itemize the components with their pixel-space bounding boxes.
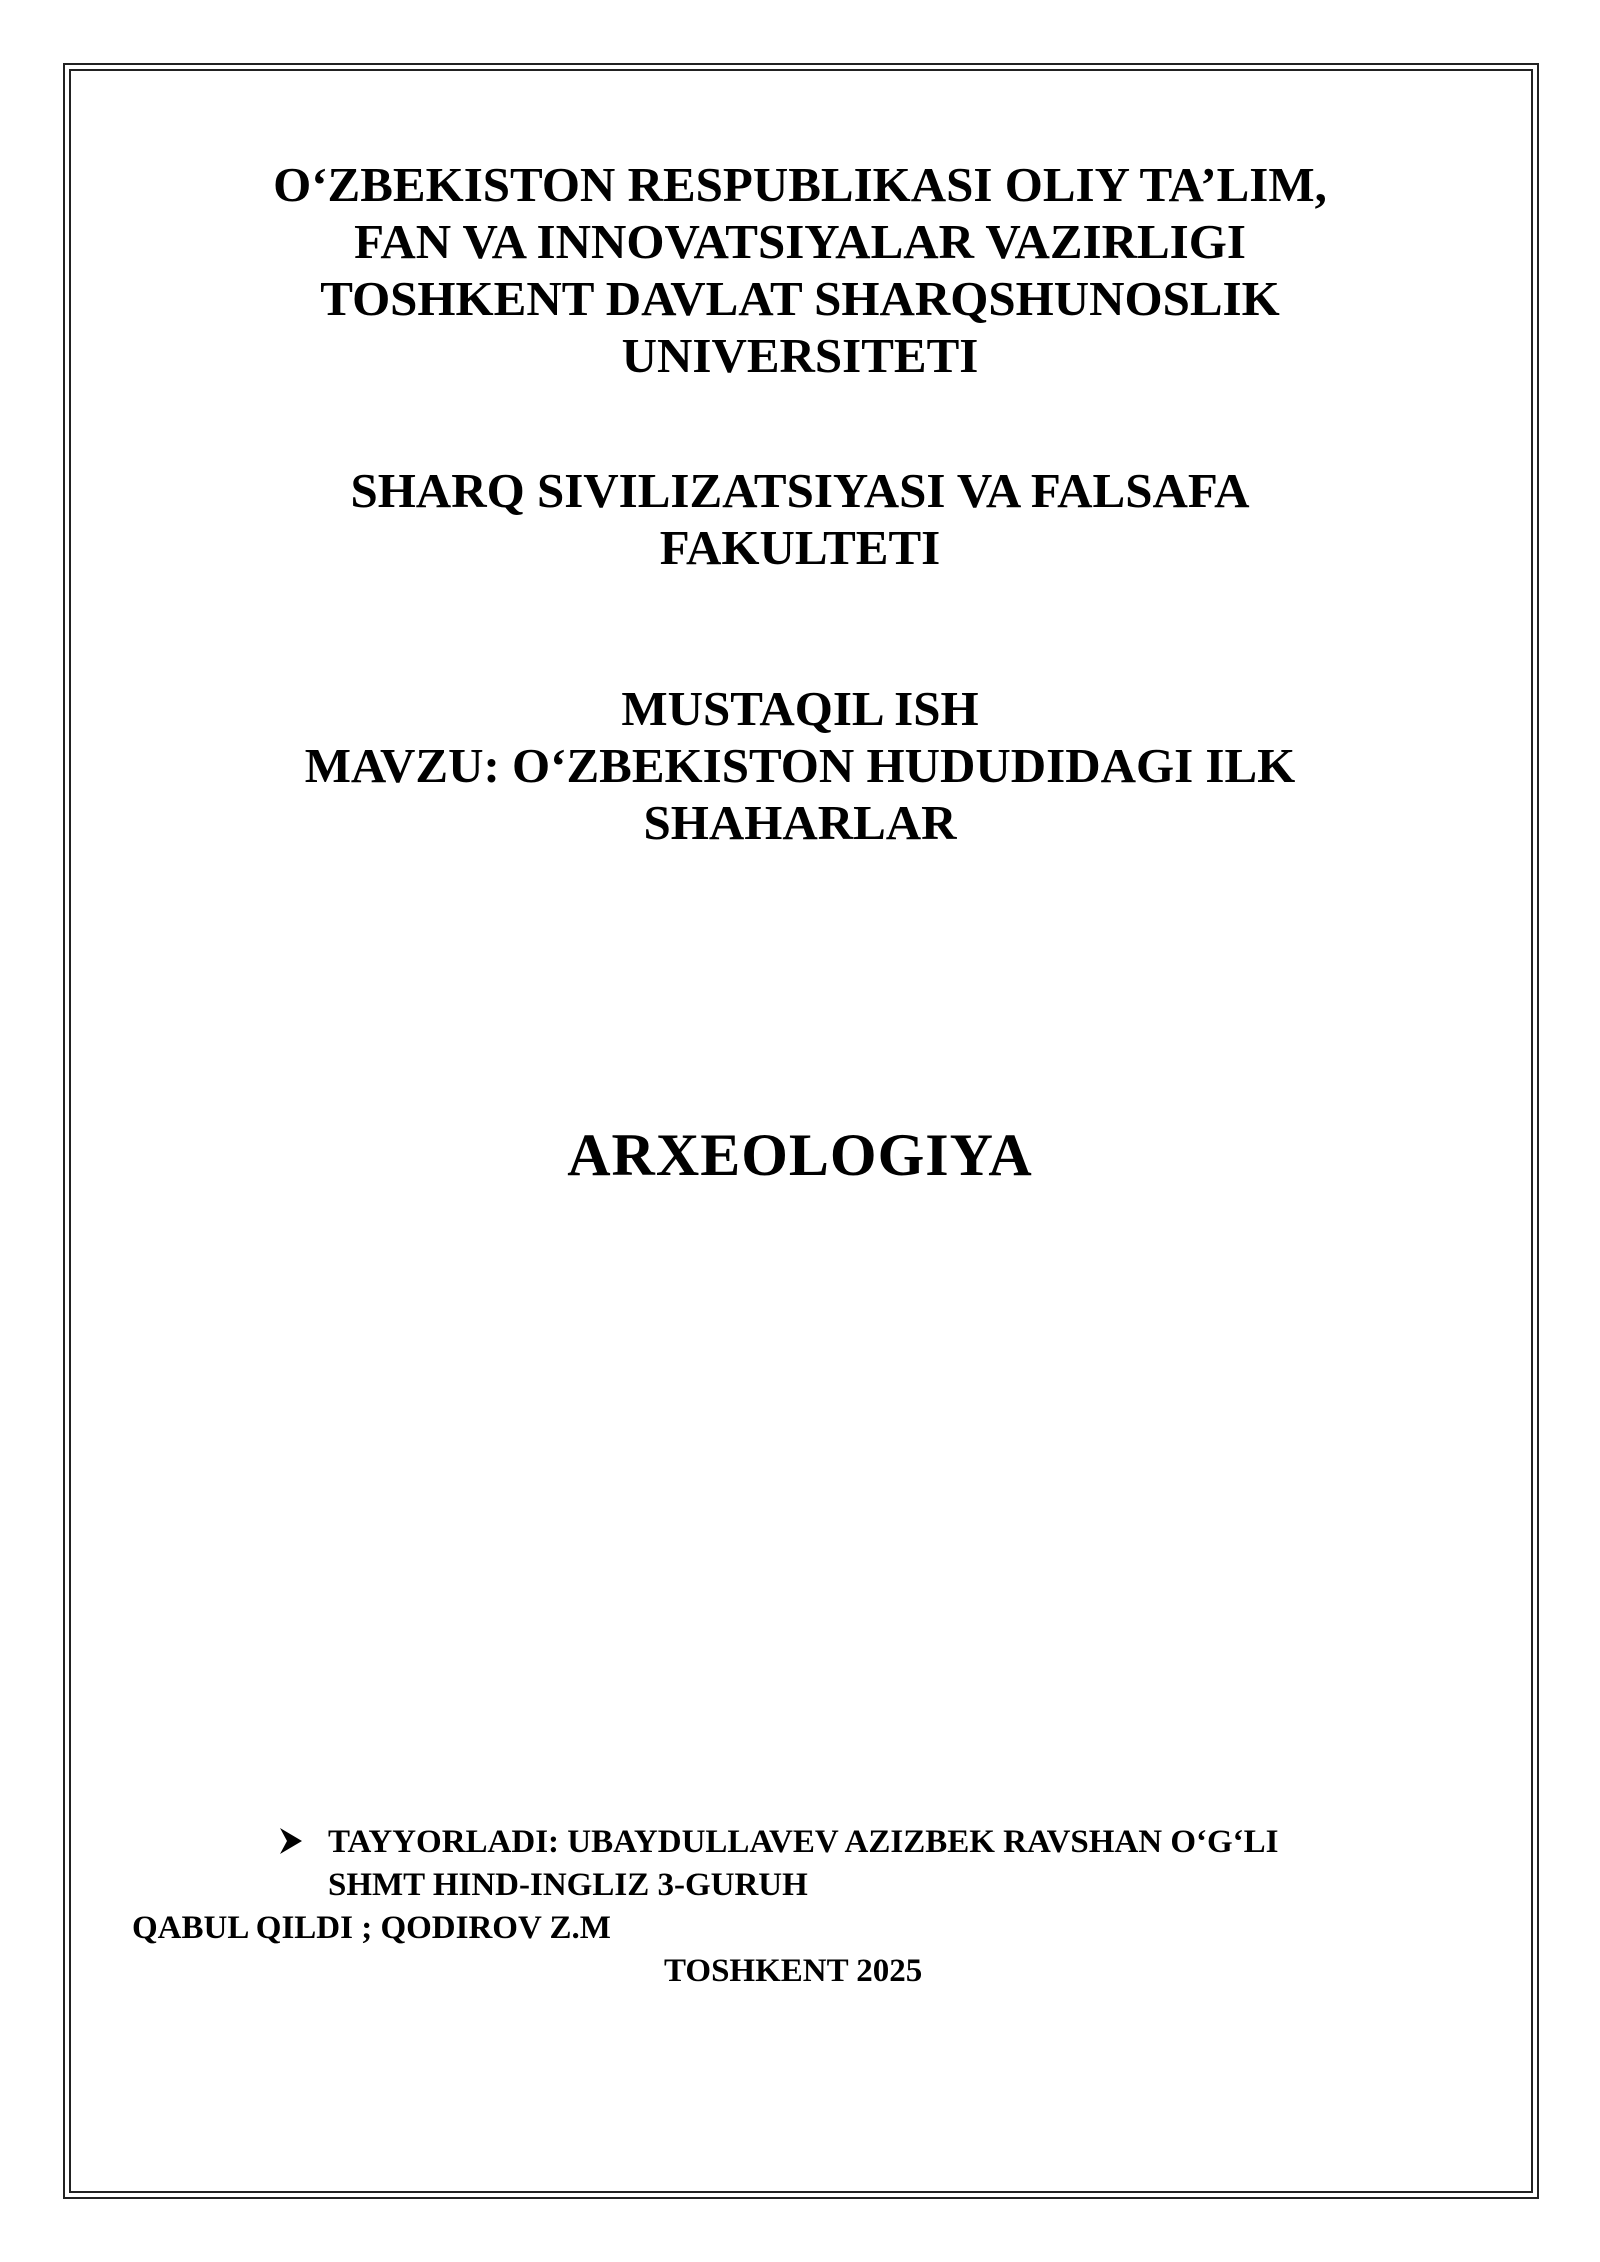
work-type: MUSTAQIL ISH [621, 681, 979, 736]
subject-title: ARXEOLOGIYA [567, 1122, 1033, 1188]
ministry-line-3: TOSHKENT DAVLAT SHARQSHUNOSLIK [320, 271, 1280, 326]
ministry-heading [0, 156, 1600, 384]
work-heading [0, 680, 1600, 851]
city-year-line: TOSHKENT 2025 [664, 1953, 923, 1989]
prepared-by-line: TAYYORLADI: UBAYDULLAVEV AZIZBEK RAVSHAN O‘G‘LI [328, 1824, 1279, 1860]
topic-line-2: SHAHARLAR [643, 795, 957, 850]
ministry-line-1: O‘ZBEKISTON RESPUBLIKASI OLIY TA’LIM, [273, 157, 1327, 212]
faculty-heading [0, 462, 1600, 576]
group-line: SHMT HIND-INGLIZ 3-GURUH [328, 1867, 808, 1903]
faculty-line-2: FAKULTETI [659, 520, 941, 575]
accepted-by-line: QABUL QILDI ; QODIROV Z.M [132, 1910, 611, 1946]
faculty-line-1: SHARQ SIVILIZATSIYASI VA FALSAFA [350, 463, 1250, 518]
arrowhead-bullet-icon [278, 1826, 304, 1856]
ministry-line-4: UNIVERSITETI [621, 328, 979, 383]
ministry-line-2: FAN VA INNOVATSIYALAR VAZIRLIGI [354, 214, 1246, 269]
topic-line-1: MAVZU: O‘ZBEKISTON HUDUDIDAGI ILK [304, 738, 1296, 793]
